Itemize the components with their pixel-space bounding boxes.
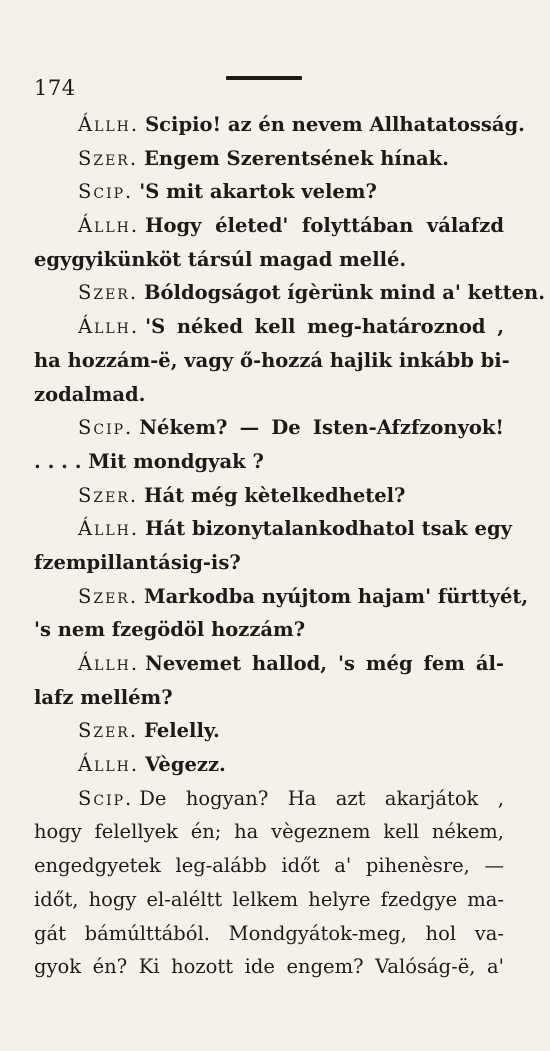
speech-text: Hát bizonytalankodhatol tsak egy (145, 517, 512, 541)
speaker-name: Scip. (78, 786, 134, 810)
speech-text: Engem Szerentsének hínak. (144, 146, 449, 170)
speaker-name: Szer. (78, 281, 139, 305)
speech-text: Nevemet hallod, 's még fem ál- (145, 652, 504, 675)
speech-text: engedgyetek leg-alább időt a' pihenèsre, — (34, 854, 504, 878)
speech-text: Bóldogságot ígèrünk mind a' ketten. (144, 281, 545, 305)
speech-text: . . . . Mit mondgyak ? (34, 449, 264, 473)
speech-text: Scipio! az én nevem Allhatatosság. (145, 113, 525, 136)
text-line (34, 175, 504, 209)
text-line (34, 849, 504, 883)
page-number: 174 (34, 76, 76, 100)
speaker-name: Állh. (78, 214, 140, 238)
header-rule (226, 76, 302, 80)
text-line (34, 546, 504, 580)
speaker-name: Scip. (78, 180, 134, 204)
text-line (34, 445, 504, 479)
text-line (34, 950, 504, 984)
speech-text: 'S mit akartok velem? (139, 180, 377, 204)
speaker-name: Szer. (78, 719, 139, 743)
text-line (34, 209, 504, 243)
speech-text: Hát még kètelkedhetel? (144, 483, 406, 507)
text-line (34, 344, 510, 378)
dialogue-text (34, 108, 545, 984)
text-line (34, 411, 504, 445)
text-line (34, 714, 504, 748)
text-line (34, 815, 504, 849)
speaker-name: Scip. (78, 416, 134, 440)
text-line (34, 243, 504, 277)
speech-text: lafz mellém? (34, 685, 173, 709)
text-line (34, 647, 504, 681)
text-line (34, 479, 504, 513)
text-line (34, 378, 504, 412)
speaker-name: Szer. (78, 483, 139, 507)
text-line (34, 748, 504, 782)
speaker-name: Szer. (78, 146, 139, 170)
speaker-name: Állh. (78, 753, 140, 777)
text-line (34, 512, 512, 546)
speech-text: fzempillantásig-is? (34, 550, 241, 574)
speech-text: De hogyan? Ha azt akarjátok , (139, 786, 504, 810)
speaker-name: Állh. (78, 113, 140, 136)
speech-text: Felelly. (144, 719, 220, 743)
text-line (34, 681, 504, 715)
text-line (34, 613, 504, 647)
speech-text: 'S néked kell meg-határoznod , (145, 315, 504, 339)
speech-text: időt, hogy el-aléltt lelkem helyre fzedgye ma- (34, 887, 504, 911)
text-line (34, 782, 504, 816)
speaker-name: Szer. (78, 584, 139, 608)
speech-text: gyok én? Ki hozott ide engem? Valóság-ë, a' (34, 955, 504, 979)
text-line (34, 883, 504, 917)
text-line (34, 580, 529, 614)
text-line (34, 310, 504, 344)
speech-text: zodalmad. (34, 382, 146, 406)
speaker-name: Állh. (78, 652, 140, 675)
speech-text: hogy felellyek én; ha vègeznem kell nékem, (34, 820, 504, 844)
speaker-name: Állh. (78, 517, 140, 541)
speech-text: Nékem? — De Isten-Afzfzonyok! (139, 416, 504, 440)
speaker-name: Állh. (78, 315, 140, 339)
text-line (34, 142, 504, 176)
text-line (34, 108, 525, 142)
text-line (34, 917, 504, 951)
speech-text: 's nem fzegödöl hozzám? (34, 618, 306, 642)
speech-text: Markodba nyújtom hajam' fürttyét, (144, 584, 529, 608)
speech-text: Vègezz. (145, 753, 226, 777)
speech-text: Hogy életed' folyttában válafzd (145, 214, 504, 238)
text-line (34, 276, 545, 310)
speech-text: ha hozzám-ë, vagy ő-hozzá hajlik inkább bi- (34, 348, 510, 372)
speech-text: gát bámúlttából. Mondgyátok-meg, hol va- (34, 921, 504, 945)
speech-text: egygyikünköt társúl magad mellé. (34, 247, 407, 271)
